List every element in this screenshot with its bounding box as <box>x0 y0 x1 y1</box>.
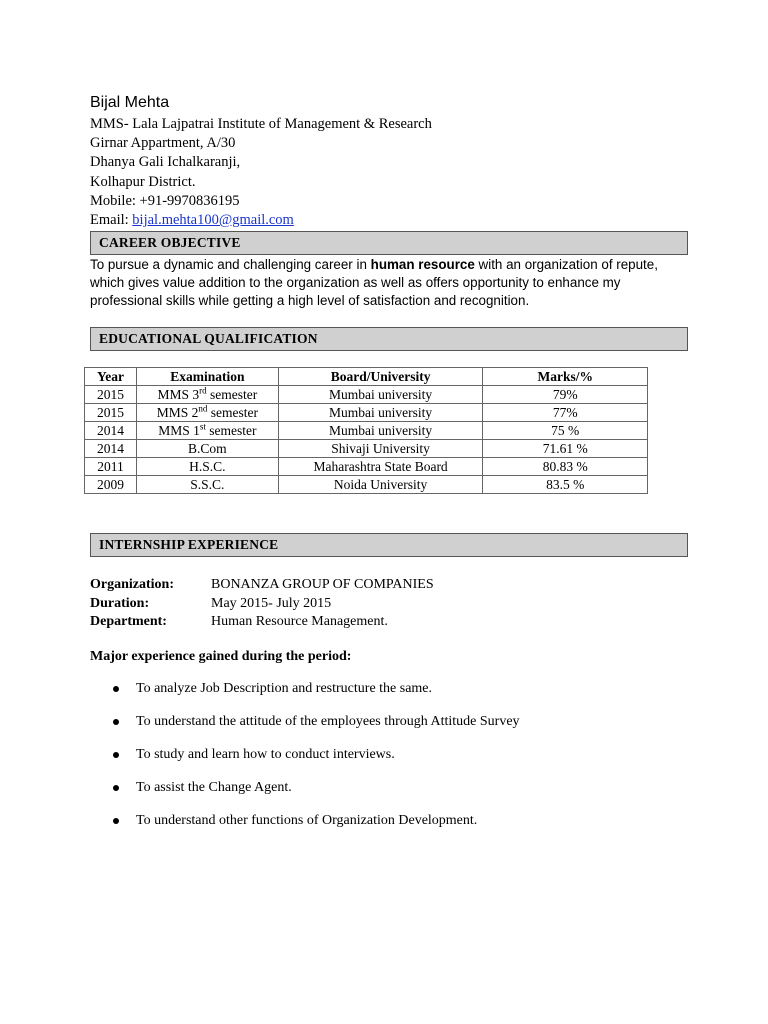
experience-list <box>110 672 520 837</box>
career-objective-heading: CAREER OBJECTIVE <box>90 231 688 255</box>
cell-board: Maharashtra State Board <box>278 458 483 476</box>
table-row <box>85 386 648 404</box>
table-row <box>85 440 648 458</box>
cell-examination <box>136 422 278 440</box>
department-row <box>90 613 388 631</box>
cell-year: 2009 <box>85 476 137 494</box>
career-objective-text <box>90 256 688 310</box>
cell-marks: 77% <box>483 404 648 422</box>
list-item <box>110 771 520 804</box>
list-item-text: To understand the attitude of the employees through Attitude Survey <box>136 714 520 729</box>
list-item <box>110 672 520 705</box>
cell-board: Shivaji University <box>278 440 483 458</box>
col-header-year: Year <box>85 368 137 386</box>
cell-board: Mumbai university <box>278 422 483 440</box>
education-table-header <box>85 368 648 386</box>
cell-board: Noida University <box>278 476 483 494</box>
table-row <box>85 476 648 494</box>
major-experience-heading: Major experience gained during the period: <box>90 649 352 664</box>
exam-ordinal: st <box>199 421 206 432</box>
cell-year: 2015 <box>85 386 137 404</box>
cell-marks: 75 % <box>483 422 648 440</box>
cell-marks: 80.83 % <box>483 458 648 476</box>
cell-year: 2015 <box>85 404 137 422</box>
address-line-3: Kolhapur District. <box>90 174 196 190</box>
cell-year: 2014 <box>85 440 137 458</box>
list-item-text: To assist the Change Agent. <box>136 780 292 795</box>
cell-board: Mumbai university <box>278 404 483 422</box>
col-header-marks: Marks/% <box>483 368 648 386</box>
email-line <box>90 211 294 230</box>
col-header-examination: Examination <box>136 368 278 386</box>
list-item-text: To understand other functions of Organization Development. <box>136 813 478 828</box>
exam-name: MMS 1 <box>158 423 200 438</box>
educational-qualification-heading: EDUCATIONAL QUALIFICATION <box>90 327 688 351</box>
objective-text-start: To pursue a dynamic and challenging career in <box>90 257 371 272</box>
cell-examination: S.S.C. <box>136 476 278 494</box>
department-value: Human Resource Management. <box>211 614 388 629</box>
objective-text-end: with an organization of repute, which gives value addition to the organization as well as offers opportunity to enhance my professional skills while getting a high level of satisfaction and recognition. <box>90 257 658 308</box>
address-line-2: Dhanya Gali Ichalkaranji, <box>90 154 241 170</box>
cell-examination <box>136 404 278 422</box>
education-table <box>84 367 648 494</box>
list-item <box>110 738 520 771</box>
objective-bold-text: human resource <box>370 257 475 272</box>
exam-ordinal: rd <box>199 385 207 396</box>
organization-value: BONANZA GROUP OF COMPANIES <box>211 577 434 592</box>
list-item <box>110 804 520 837</box>
candidate-name: Bijal Mehta <box>90 94 170 111</box>
bullet-icon <box>113 752 119 758</box>
cell-marks: 79% <box>483 386 648 404</box>
department-label: Department: <box>90 614 167 629</box>
exam-ordinal: nd <box>198 403 208 414</box>
cell-board: Mumbai university <box>278 386 483 404</box>
cell-year: 2014 <box>85 422 137 440</box>
cell-examination: H.S.C. <box>136 458 278 476</box>
cell-year: 2011 <box>85 458 137 476</box>
exam-name: MMS 3 <box>157 387 200 402</box>
email-label: Email: <box>90 212 133 228</box>
cell-examination <box>136 386 278 404</box>
bullet-icon <box>113 719 119 725</box>
organization-label: Organization: <box>90 577 174 592</box>
cell-marks: 71.61 % <box>483 440 648 458</box>
bullet-icon <box>113 818 119 824</box>
bullet-icon <box>113 686 119 692</box>
mobile-line: Mobile: +91-9970836195 <box>90 193 240 209</box>
exam-suffix: semester <box>207 405 258 420</box>
list-item-text: To study and learn how to conduct interviews. <box>136 747 395 762</box>
col-header-board: Board/University <box>278 368 483 386</box>
list-item <box>110 705 520 738</box>
cell-marks: 83.5 % <box>483 476 648 494</box>
address-line-1: Girnar Appartment, A/30 <box>90 135 236 151</box>
exam-suffix: semester <box>205 423 257 438</box>
email-link[interactable]: bijal.mehta100@gmail.com <box>132 212 294 228</box>
organization-row <box>90 576 434 594</box>
institute-line: MMS- Lala Lajpatrai Institute of Management & Research <box>90 116 432 132</box>
duration-label: Duration: <box>90 596 150 611</box>
bullet-icon <box>113 785 119 791</box>
duration-row <box>90 595 331 613</box>
table-row <box>85 458 648 476</box>
exam-suffix: semester <box>206 387 258 402</box>
cell-examination: B.Com <box>136 440 278 458</box>
internship-experience-heading: INTERNSHIP EXPERIENCE <box>90 533 688 557</box>
duration-value: May 2015- July 2015 <box>211 596 332 611</box>
exam-name: MMS 2 <box>156 405 199 420</box>
table-row <box>85 422 648 440</box>
table-row <box>85 404 648 422</box>
list-item-text: To analyze Job Description and restructure the same. <box>136 681 433 696</box>
